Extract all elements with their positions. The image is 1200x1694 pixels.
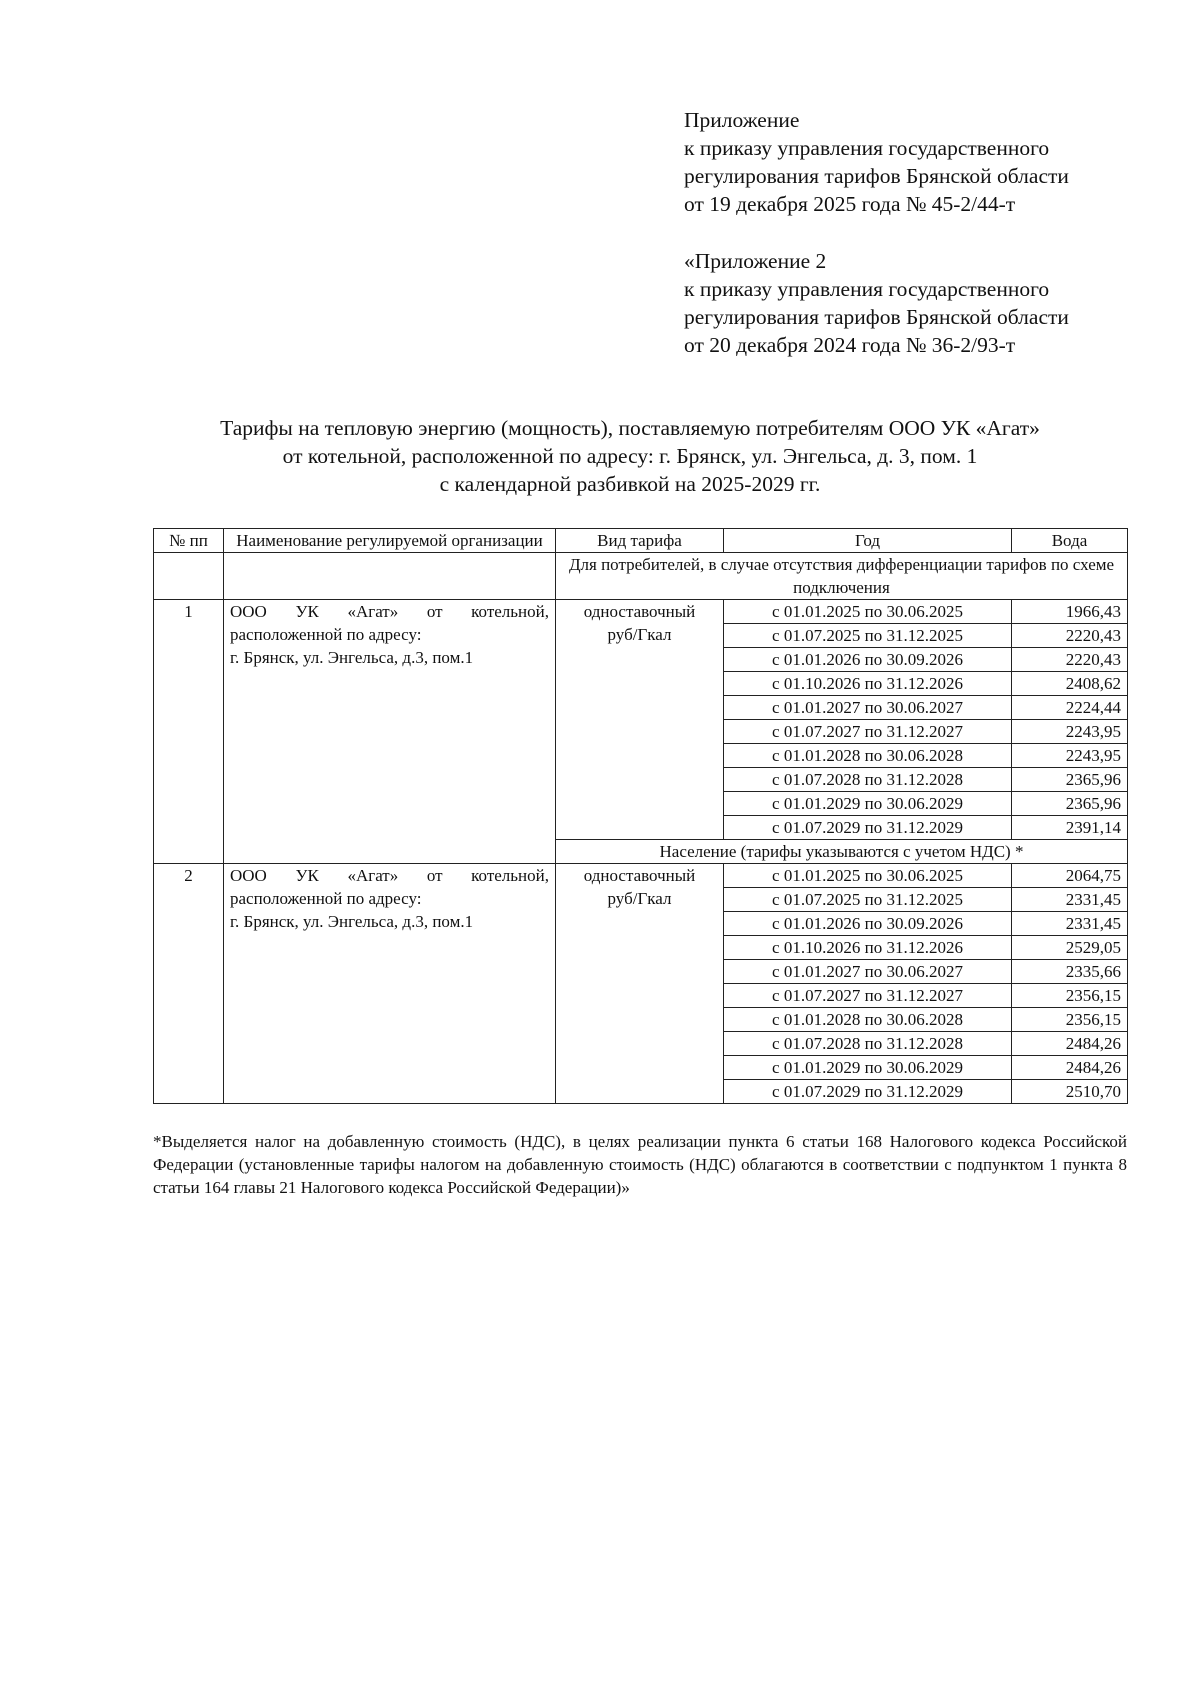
organization-address: г. Брянск, ул. Энгельса, д.3, пом.1 — [230, 648, 474, 667]
group-label-row — [154, 553, 1128, 600]
water-value-cell: 2408,62 — [1012, 672, 1128, 696]
period-cell: с 01.01.2029 по 30.06.2029 — [724, 1056, 1012, 1080]
water-value-cell: 2064,75 — [1012, 864, 1128, 888]
header-no: № пп — [154, 529, 224, 553]
header-type: Вид тарифа — [556, 529, 724, 553]
organization-cell — [224, 600, 556, 864]
tariff-type-cell — [556, 600, 724, 840]
water-value-cell: 2331,45 — [1012, 912, 1128, 936]
organization-address: г. Брянск, ул. Энгельса, д.3, пом.1 — [230, 912, 474, 931]
organization-address-label: расположенной по адресу: — [230, 889, 422, 908]
period-cell: с 01.10.2026 по 31.12.2026 — [724, 936, 1012, 960]
period-cell: с 01.01.2026 по 30.09.2026 — [724, 912, 1012, 936]
organization-name: ООО УК «Агат» от котельной, — [230, 866, 549, 885]
header-water: Вода — [1012, 529, 1128, 553]
table-row — [154, 864, 1128, 888]
water-value-cell: 2243,95 — [1012, 744, 1128, 768]
appendix-header — [684, 106, 1184, 218]
water-value-cell: 2335,66 — [1012, 960, 1128, 984]
header-org: Наименование регулируемой организации — [224, 529, 556, 553]
water-value-cell: 2484,26 — [1012, 1056, 1128, 1080]
appendix-line: от 19 декабря 2025 года № 45-2/44-т — [684, 192, 1016, 216]
period-cell: с 01.07.2025 по 31.12.2025 — [724, 888, 1012, 912]
title-line: с календарной разбивкой на 2025-2029 гг. — [439, 472, 821, 496]
water-value-cell: 2510,70 — [1012, 1080, 1128, 1104]
water-value-cell: 2220,43 — [1012, 624, 1128, 648]
tariffs-table — [153, 528, 1128, 1104]
row-number: 1 — [154, 600, 224, 864]
period-cell: с 01.07.2029 по 31.12.2029 — [724, 816, 1012, 840]
appendix-line: регулирования тарифов Брянской области — [684, 164, 1069, 188]
organization-name: ООО УК «Агат» от котельной, — [230, 602, 549, 621]
appendix-2-line: регулирования тарифов Брянской области — [684, 305, 1069, 329]
period-cell: с 01.07.2025 по 31.12.2025 — [724, 624, 1012, 648]
title-line: Тарифы на тепловую энергию (мощность), поставляемую потребителям ООО УК «Агат» — [220, 416, 1040, 440]
water-value-cell: 2356,15 — [1012, 1008, 1128, 1032]
appendix-line: к приказу управления государственного — [684, 136, 1050, 160]
appendix-2-line: от 20 декабря 2024 года № 36-2/93-т — [684, 333, 1016, 357]
tariff-unit: руб/Гкал — [607, 625, 672, 644]
period-cell: с 01.01.2028 по 30.06.2028 — [724, 1008, 1012, 1032]
period-cell: с 01.07.2028 по 31.12.2028 — [724, 1032, 1012, 1056]
appendix-line: Приложение — [684, 108, 800, 132]
water-value-cell: 2484,26 — [1012, 1032, 1128, 1056]
empty-cell — [154, 553, 224, 600]
document-title — [150, 414, 1110, 498]
organization-address-label: расположенной по адресу: — [230, 625, 422, 644]
period-cell: с 01.01.2028 по 30.06.2028 — [724, 744, 1012, 768]
appendix-2-line: к приказу управления государственного — [684, 277, 1050, 301]
empty-cell — [224, 553, 556, 600]
tariff-type-cell — [556, 864, 724, 1104]
period-cell: с 01.07.2027 по 31.12.2027 — [724, 720, 1012, 744]
header-year: Год — [724, 529, 1012, 553]
water-value-cell: 2224,44 — [1012, 696, 1128, 720]
appendix-2-header — [684, 247, 1184, 359]
period-cell: с 01.07.2028 по 31.12.2028 — [724, 768, 1012, 792]
water-value-cell: 1966,43 — [1012, 600, 1128, 624]
tariff-unit: руб/Гкал — [607, 889, 672, 908]
water-value-cell: 2529,05 — [1012, 936, 1128, 960]
group-label: Для потребителей, в случае отсутствия дифференциации тарифов по схеме подключения — [556, 553, 1128, 600]
period-cell: с 01.01.2027 по 30.06.2027 — [724, 960, 1012, 984]
period-cell: с 01.01.2026 по 30.09.2026 — [724, 648, 1012, 672]
tariff-type: одноставочный — [583, 866, 696, 885]
water-value-cell: 2391,14 — [1012, 816, 1128, 840]
table-row — [154, 600, 1128, 624]
tariffs-table-body — [154, 529, 1128, 1104]
water-value-cell: 2365,96 — [1012, 792, 1128, 816]
row-number: 2 — [154, 864, 224, 1104]
tariff-type: одноставочный — [583, 602, 696, 621]
title-line: от котельной, расположенной по адресу: г. Брянск, ул. Энгельса, д. 3, пом. 1 — [282, 444, 978, 468]
period-cell: с 01.07.2029 по 31.12.2029 — [724, 1080, 1012, 1104]
water-value-cell: 2365,96 — [1012, 768, 1128, 792]
period-cell: с 01.01.2027 по 30.06.2027 — [724, 696, 1012, 720]
period-cell: с 01.01.2029 по 30.06.2029 — [724, 792, 1012, 816]
group-label: Население (тарифы указываются с учетом НДС) * — [556, 840, 1128, 864]
table-header-row — [154, 529, 1128, 553]
period-cell: с 01.01.2025 по 30.06.2025 — [724, 600, 1012, 624]
period-cell: с 01.07.2027 по 31.12.2027 — [724, 984, 1012, 1008]
period-cell: с 01.01.2025 по 30.06.2025 — [724, 864, 1012, 888]
organization-cell — [224, 864, 556, 1104]
water-value-cell: 2243,95 — [1012, 720, 1128, 744]
water-value-cell: 2220,43 — [1012, 648, 1128, 672]
footnote: *Выделяется налог на добавленную стоимость (НДС), в целях реализации пункта 6 статьи 168 Налогового кодекса Российской Федерации (установленные тарифы налогом на добавленную стоимость (НДС) облагаются в соответствии с подпунктом 1 пункта 8 статьи 164 главы 21 Налогового кодекса Российской Федерации)» — [153, 1132, 1127, 1197]
appendix-2-line: «Приложение 2 — [684, 249, 827, 273]
water-value-cell: 2356,15 — [1012, 984, 1128, 1008]
water-value-cell: 2331,45 — [1012, 888, 1128, 912]
period-cell: с 01.10.2026 по 31.12.2026 — [724, 672, 1012, 696]
